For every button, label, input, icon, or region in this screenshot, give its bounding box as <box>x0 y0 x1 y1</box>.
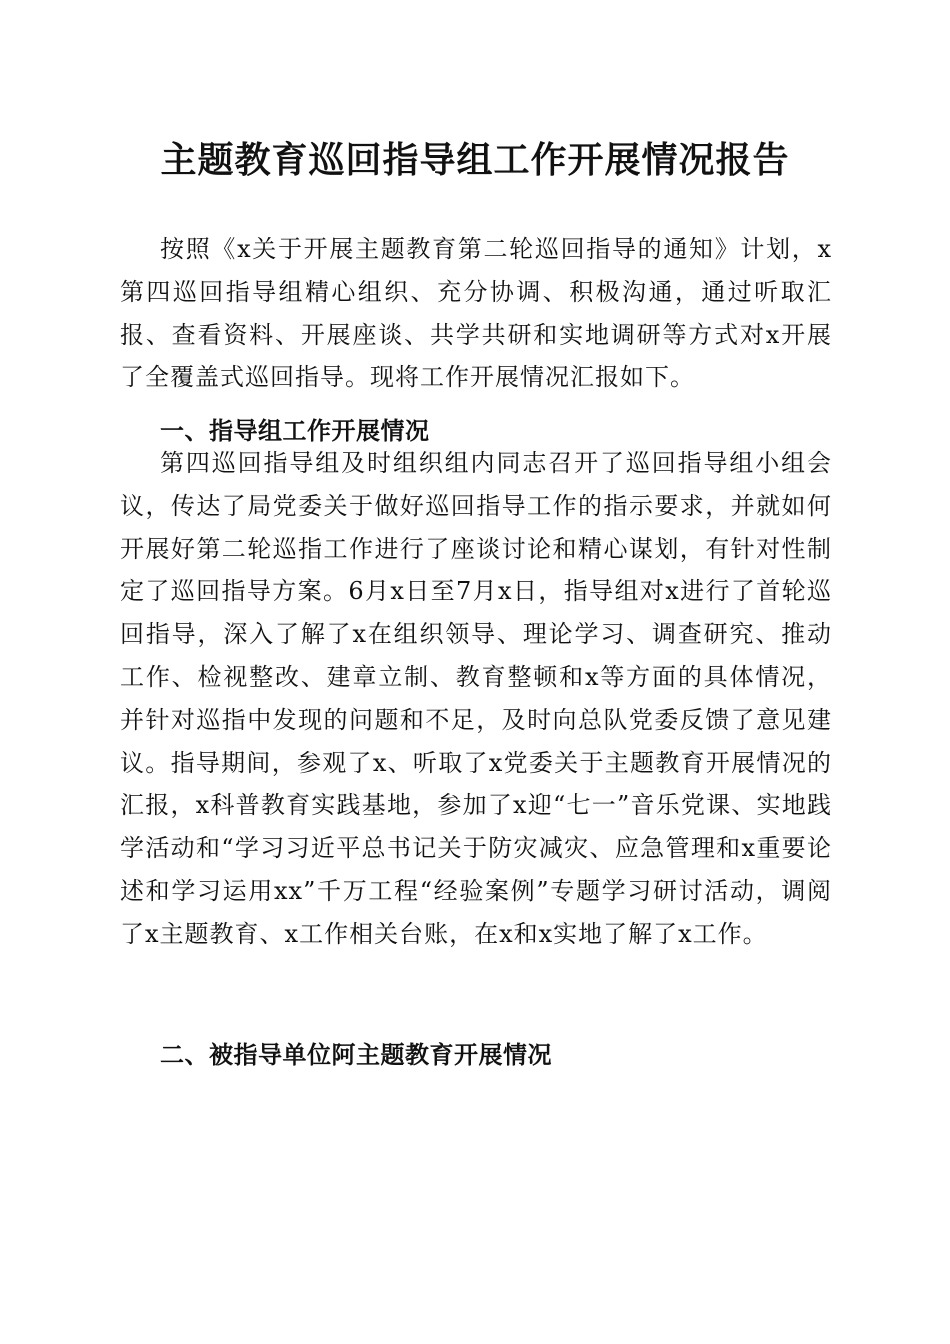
section-heading-2: 二、被指导单位阿主题教育开展情况 <box>160 1041 552 1069</box>
document-title: 主题教育巡回指导组工作开展情况报告 <box>160 139 790 181</box>
section-1-paragraph: 第四巡回指导组及时组织组内同志召开了巡回指导组小组会议，传达了局党委关于做好巡回指导工作的指示要求，并就如何开展好第二轮巡指工作进行了座谈讨论和精心谋划，有针对性制定了巡回指导方案。6月x日至7月x日，指导组对x进行了首轮巡回指导，深入了解了x在组织领导、理论学习、调查研究、推动工作、检视整改、建章立制、教育整顿和x等方面的具体情况，并针对巡指中发现的问题和不足，及时向总队党委反馈了意见建议。指导期间，参观了x、听取了x党委关于主题教育开展情况的汇报，x科普教育实践基地，参加了x迎“七一”音乐党课、实地践学活动和“学习习近平总书记关于防灾减灾、应急管理和x重要论述和学习运用xx”千万工程“经验案例”专题学习研讨活动，调阅了x主题教育、x工作相关台账，在x和x实地了解了x工作。 <box>120 449 832 948</box>
section-heading-1: 一、指导组工作开展情况 <box>160 417 430 445</box>
intro-paragraph: 按照《x关于开展主题教育第二轮巡回指导的通知》计划，x第四巡回指导组精心组织、充分协调、积极沟通，通过听取汇报、查看资料、开展座谈、共学共研和实地调研等方式对x开展了全覆盖式巡回指导。现将工作开展情况汇报如下。 <box>120 235 832 392</box>
